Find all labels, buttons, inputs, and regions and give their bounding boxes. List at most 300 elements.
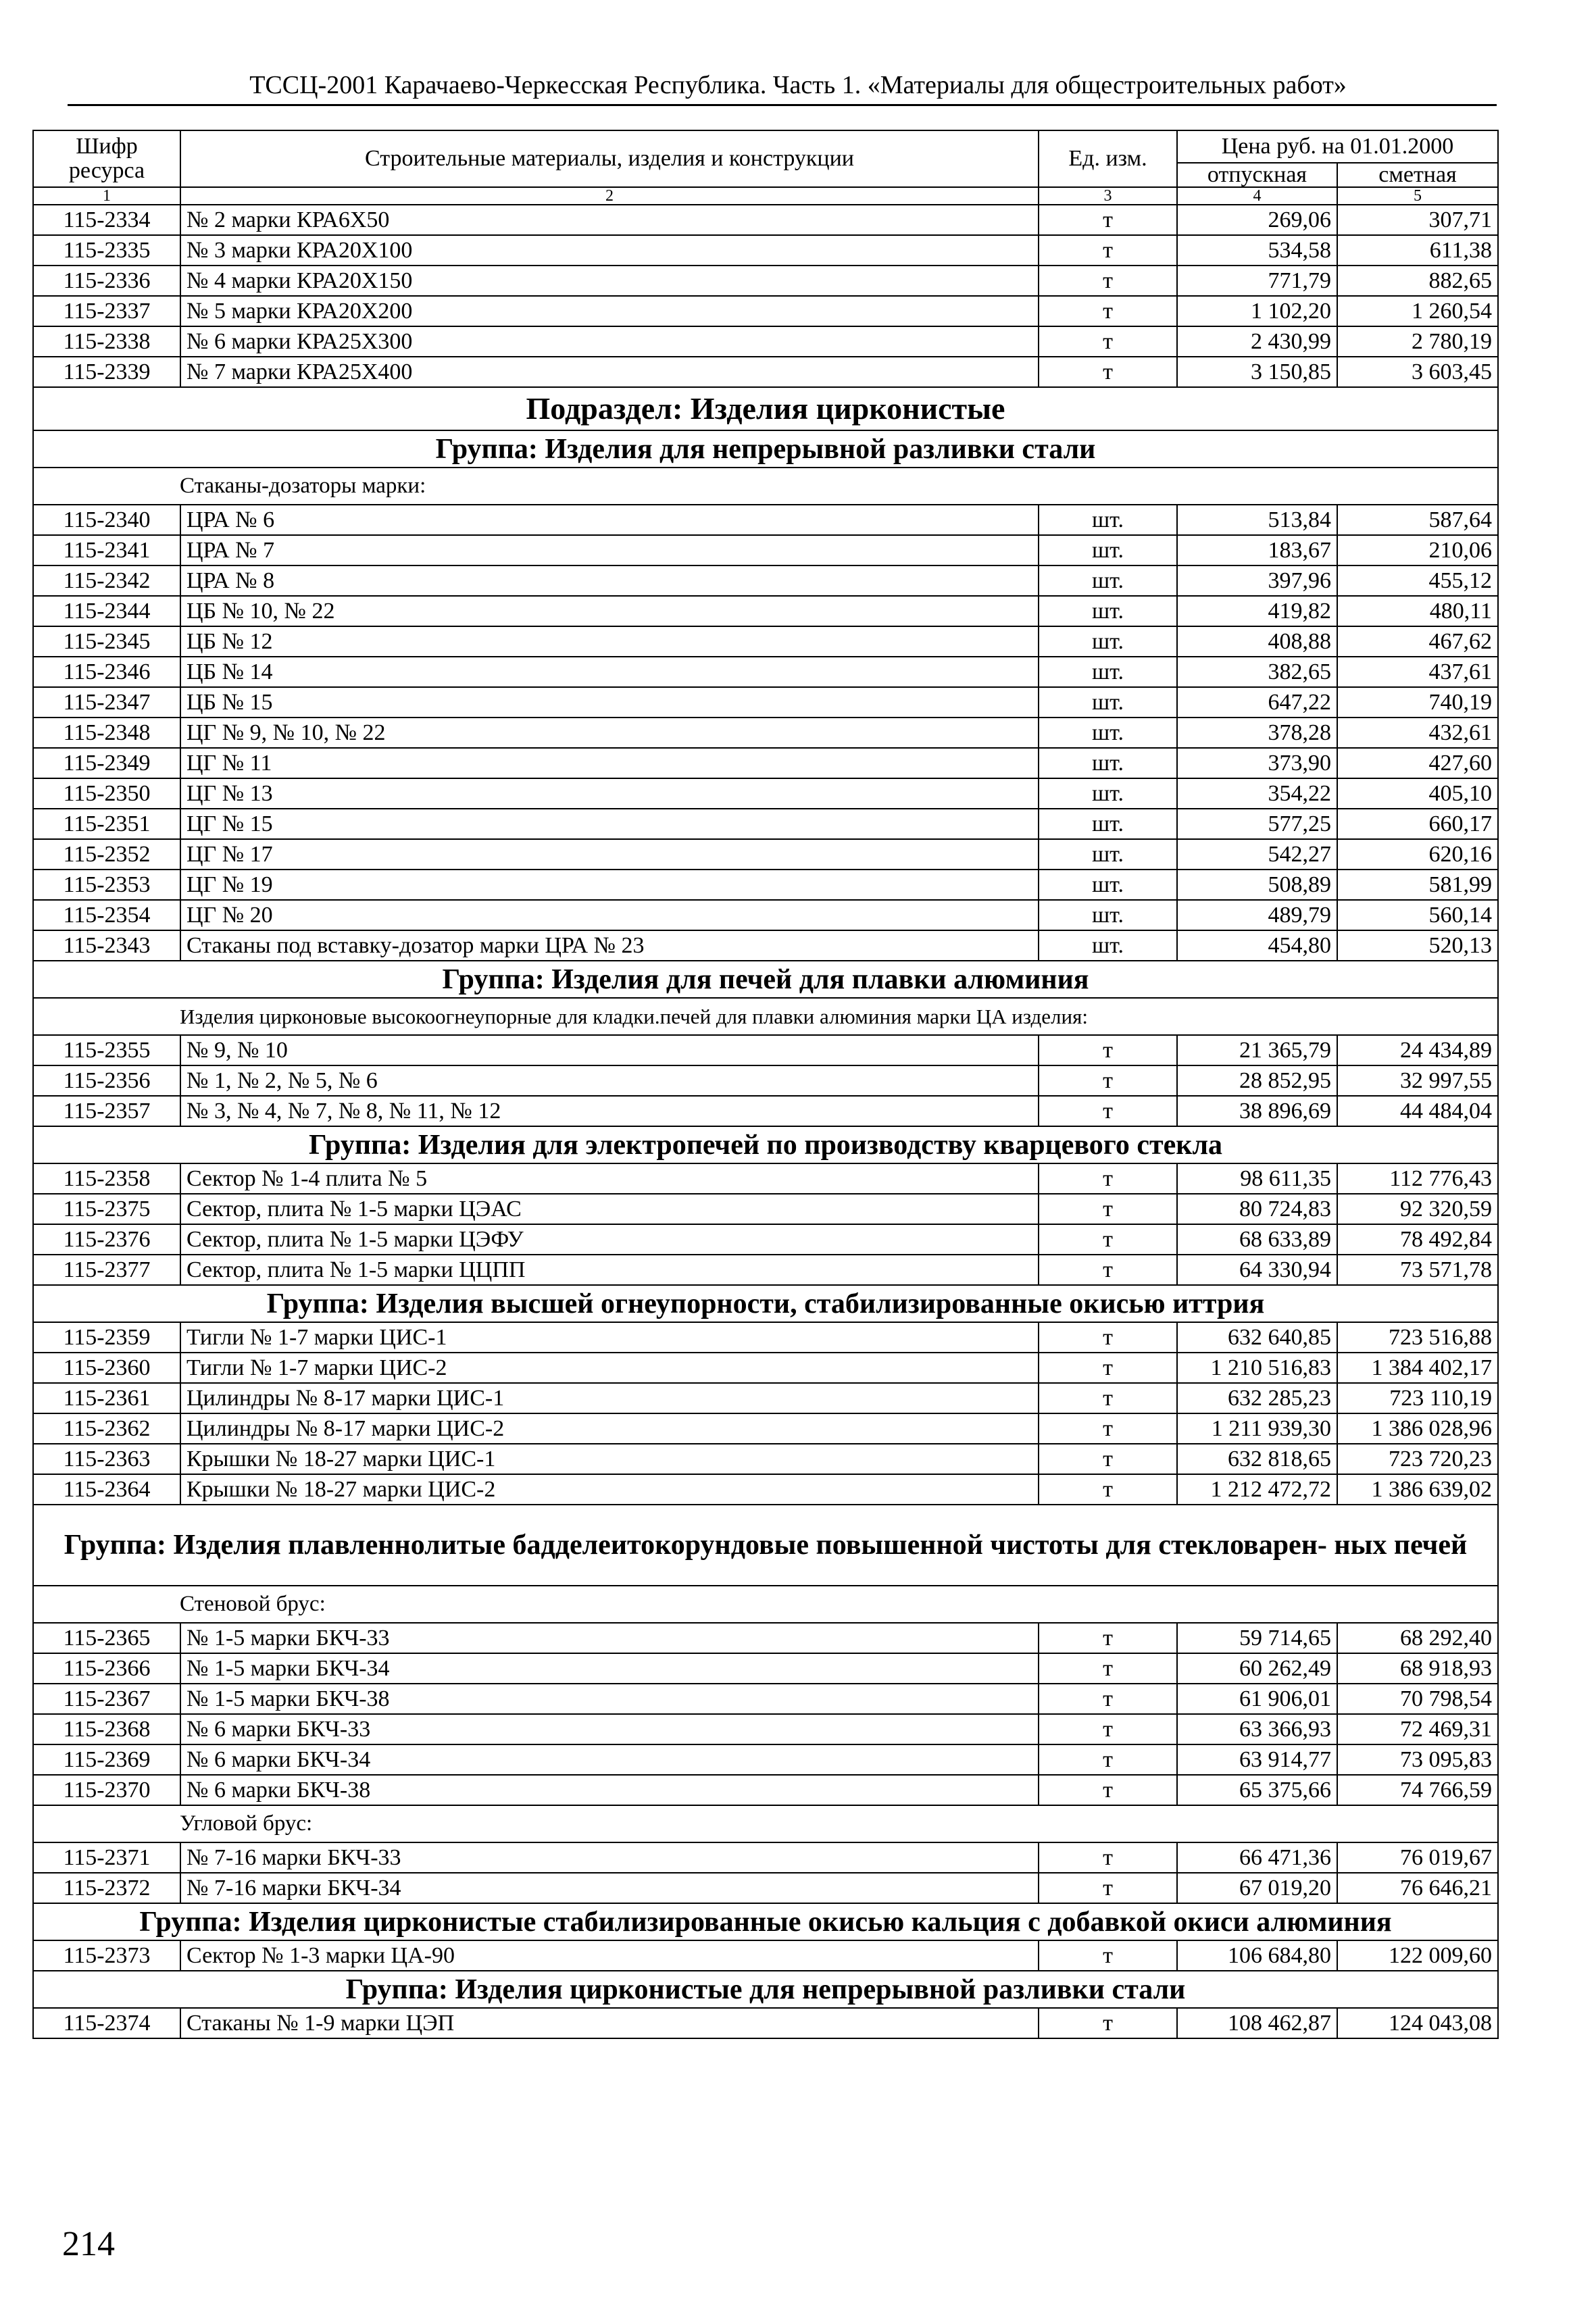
estimate-price-cell: 587,64 [1337, 505, 1498, 535]
unit-cell: шт. [1039, 839, 1177, 870]
estimate-price-cell: 611,38 [1337, 235, 1498, 266]
resource-code-cell: 115-2369 [33, 1744, 180, 1775]
release-price-cell: 508,89 [1177, 870, 1337, 900]
unit-cell: шт. [1039, 718, 1177, 748]
unit-cell: т [1039, 1940, 1177, 1971]
unit-cell: шт. [1039, 778, 1177, 809]
release-price-cell: 59 714,65 [1177, 1623, 1337, 1653]
release-price-cell: 647,22 [1177, 687, 1337, 718]
unit-cell: т [1039, 1413, 1177, 1444]
resource-code-cell: 115-2341 [33, 535, 180, 565]
column-header-release-price: отпускная [1177, 163, 1337, 187]
resource-code-cell: 115-2371 [33, 1842, 180, 1873]
table-row [33, 748, 1498, 778]
table-row [33, 596, 1498, 626]
group-heading-row [33, 1505, 1498, 1586]
group-heading-row [33, 961, 1498, 998]
material-name-cell: ЦБ № 15 [180, 687, 1039, 718]
release-price-cell: 64 330,94 [1177, 1255, 1337, 1285]
resource-code-cell: 115-2358 [33, 1163, 180, 1194]
release-price-cell: 1 102,20 [1177, 296, 1337, 326]
estimate-price-cell: 78 492,84 [1337, 1224, 1498, 1255]
material-name-cell: Сектор, плита № 1-5 марки ЦЦПП [180, 1255, 1039, 1285]
release-price-cell: 354,22 [1177, 778, 1337, 809]
table-row [33, 778, 1498, 809]
material-name-cell: Сектор № 1-3 марки ЦА-90 [180, 1940, 1039, 1971]
unit-cell: т [1039, 326, 1177, 357]
release-price-cell: 1 211 939,30 [1177, 1413, 1337, 1444]
material-name-cell: № 3 марки КРА20Х100 [180, 235, 1039, 266]
table-row [33, 266, 1498, 296]
category-note-row [33, 468, 1498, 505]
group-heading: Группа: Изделия цирконистые стабилизированные окисью кальция с добавкой окиси алюминия [33, 1903, 1498, 1940]
material-name-cell: № 5 марки КРА20Х200 [180, 296, 1039, 326]
release-price-cell: 80 724,83 [1177, 1194, 1337, 1224]
material-name-cell: № 3, № 4, № 7, № 8, № 11, № 12 [180, 1096, 1039, 1126]
release-price-cell: 489,79 [1177, 900, 1337, 930]
release-price-cell: 632 818,65 [1177, 1444, 1337, 1474]
release-price-cell: 542,27 [1177, 839, 1337, 870]
release-price-cell: 106 684,80 [1177, 1940, 1337, 1971]
release-price-cell: 534,58 [1177, 235, 1337, 266]
release-price-cell: 65 375,66 [1177, 1775, 1337, 1805]
estimate-price-cell: 520,13 [1337, 930, 1498, 961]
unit-cell: т [1039, 1224, 1177, 1255]
estimate-price-cell: 1 386 028,96 [1337, 1413, 1498, 1444]
release-price-cell: 63 914,77 [1177, 1744, 1337, 1775]
estimate-price-cell: 437,61 [1337, 657, 1498, 687]
estimate-price-cell: 124 043,08 [1337, 2008, 1498, 2038]
material-name-cell: № 1-5 марки БКЧ-34 [180, 1653, 1039, 1684]
unit-cell: т [1039, 1684, 1177, 1714]
estimate-price-cell: 72 469,31 [1337, 1714, 1498, 1744]
estimate-price-cell: 480,11 [1337, 596, 1498, 626]
estimate-price-cell: 112 776,43 [1337, 1163, 1498, 1194]
table-row [33, 357, 1498, 387]
table-row [33, 205, 1498, 235]
unit-cell: т [1039, 235, 1177, 266]
material-name-cell: ЦБ № 12 [180, 626, 1039, 657]
estimate-price-cell: 73 095,83 [1337, 1744, 1498, 1775]
estimate-price-cell: 24 434,89 [1337, 1035, 1498, 1065]
material-name-cell: ЦГ № 13 [180, 778, 1039, 809]
resource-code-cell: 115-2349 [33, 748, 180, 778]
unit-cell: шт. [1039, 505, 1177, 535]
resource-code-cell: 115-2362 [33, 1413, 180, 1444]
release-price-cell: 419,82 [1177, 596, 1337, 626]
release-price-cell: 632 285,23 [1177, 1383, 1337, 1413]
estimate-price-cell: 660,17 [1337, 809, 1498, 839]
price-table-body [33, 130, 1498, 2038]
unit-cell: т [1039, 296, 1177, 326]
resource-code-cell: 115-2352 [33, 839, 180, 870]
table-row [33, 687, 1498, 718]
material-name-cell: № 7 марки КРА25Х400 [180, 357, 1039, 387]
table-row [33, 2008, 1498, 2038]
table-row [33, 1714, 1498, 1744]
table-header-row [33, 130, 1498, 163]
material-name-cell: № 1-5 марки БКЧ-33 [180, 1623, 1039, 1653]
table-row [33, 1744, 1498, 1775]
group-heading-row [33, 1285, 1498, 1322]
resource-code-cell: 115-2376 [33, 1224, 180, 1255]
release-price-cell: 577,25 [1177, 809, 1337, 839]
subsection-heading-row [33, 387, 1498, 430]
material-name-cell: № 6 марки БКЧ-33 [180, 1714, 1039, 1744]
group-heading: Группа: Изделия плавленнолитые бадделеитокорундовые повышенной чистоты для стекловарен- ных печей [33, 1505, 1498, 1586]
material-name-cell: Тигли № 1-7 марки ЦИС-1 [180, 1322, 1039, 1353]
material-name-cell: Стаканы под вставку-дозатор марки ЦРА № 23 [180, 930, 1039, 961]
material-name-cell: № 7-16 марки БКЧ-33 [180, 1842, 1039, 1873]
estimate-price-cell: 620,16 [1337, 839, 1498, 870]
resource-code-cell: 115-2351 [33, 809, 180, 839]
unit-cell: т [1039, 1322, 1177, 1353]
resource-code-cell: 115-2366 [33, 1653, 180, 1684]
release-price-cell: 373,90 [1177, 748, 1337, 778]
material-name-cell: № 7-16 марки БКЧ-34 [180, 1873, 1039, 1903]
material-name-cell: № 4 марки КРА20Х150 [180, 266, 1039, 296]
table-row [33, 1842, 1498, 1873]
resource-code-cell: 115-2360 [33, 1353, 180, 1383]
resource-code-cell: 115-2365 [33, 1623, 180, 1653]
page-number: 214 [62, 2225, 115, 2263]
material-name-cell: ЦГ № 15 [180, 809, 1039, 839]
material-name-cell: № 2 марки КРА6Х50 [180, 205, 1039, 235]
estimate-price-cell: 1 384 402,17 [1337, 1353, 1498, 1383]
resource-code-cell: 115-2348 [33, 718, 180, 748]
resource-code-cell: 115-2347 [33, 687, 180, 718]
table-row [33, 1684, 1498, 1714]
estimate-price-cell: 92 320,59 [1337, 1194, 1498, 1224]
table-row [33, 1194, 1498, 1224]
release-price-cell: 98 611,35 [1177, 1163, 1337, 1194]
group-heading-row [33, 1971, 1498, 2008]
material-name-cell: Крышки № 18-27 марки ЦИС-1 [180, 1444, 1039, 1474]
unit-cell: т [1039, 1383, 1177, 1413]
material-name-cell: ЦРА № 6 [180, 505, 1039, 535]
unit-cell: шт. [1039, 809, 1177, 839]
release-price-cell: 771,79 [1177, 266, 1337, 296]
release-price-cell: 513,84 [1177, 505, 1337, 535]
estimate-price-cell: 73 571,78 [1337, 1255, 1498, 1285]
estimate-price-cell: 68 918,93 [1337, 1653, 1498, 1684]
table-row [33, 565, 1498, 596]
material-name-cell: Стаканы № 1-9 марки ЦЭП [180, 2008, 1039, 2038]
estimate-price-cell: 307,71 [1337, 205, 1498, 235]
release-price-cell: 67 019,20 [1177, 1873, 1337, 1903]
resource-code-cell: 115-2357 [33, 1096, 180, 1126]
estimate-price-cell: 581,99 [1337, 870, 1498, 900]
category-note: Стеновой брус: [33, 1586, 1498, 1623]
table-row [33, 1653, 1498, 1684]
resource-code-cell: 115-2340 [33, 505, 180, 535]
release-price-cell: 1 210 516,83 [1177, 1353, 1337, 1383]
release-price-cell: 397,96 [1177, 565, 1337, 596]
column-number: 5 [1337, 187, 1498, 205]
release-price-cell: 382,65 [1177, 657, 1337, 687]
table-row [33, 900, 1498, 930]
release-price-cell: 408,88 [1177, 626, 1337, 657]
estimate-price-cell: 723 516,88 [1337, 1322, 1498, 1353]
resource-code-cell: 115-2367 [33, 1684, 180, 1714]
estimate-price-cell: 32 997,55 [1337, 1065, 1498, 1096]
table-row [33, 1163, 1498, 1194]
estimate-price-cell: 70 798,54 [1337, 1684, 1498, 1714]
estimate-price-cell: 2 780,19 [1337, 326, 1498, 357]
table-row [33, 1940, 1498, 1971]
table-row [33, 1255, 1498, 1285]
unit-cell: шт. [1039, 596, 1177, 626]
unit-cell: шт. [1039, 900, 1177, 930]
group-heading: Группа: Изделия для печей для плавки алюминия [33, 961, 1498, 998]
unit-cell: шт. [1039, 535, 1177, 565]
table-row [33, 1096, 1498, 1126]
group-heading: Группа: Изделия для электропечей по производству кварцевого стекла [33, 1126, 1498, 1163]
estimate-price-cell: 740,19 [1337, 687, 1498, 718]
release-price-cell: 269,06 [1177, 205, 1337, 235]
unit-cell: т [1039, 357, 1177, 387]
table-row [33, 930, 1498, 961]
release-price-cell: 378,28 [1177, 718, 1337, 748]
table-row [33, 870, 1498, 900]
estimate-price-cell: 3 603,45 [1337, 357, 1498, 387]
release-price-cell: 38 896,69 [1177, 1096, 1337, 1126]
page-header-title: ТССЦ-2001 Карачаево-Черкесская Республика. Часть 1. «Материалы для общестроительных работ» [249, 71, 1347, 99]
release-price-cell: 2 430,99 [1177, 326, 1337, 357]
category-note: Стаканы-дозаторы марки: [33, 468, 1498, 505]
column-header-estimate-price: сметная [1337, 163, 1498, 187]
group-heading-row [33, 430, 1498, 468]
table-row [33, 535, 1498, 565]
table-row [33, 1065, 1498, 1096]
resource-code-cell: 115-2373 [33, 1940, 180, 1971]
group-heading: Группа: Изделия высшей огнеупорности, стабилизированные окисью иттрия [33, 1285, 1498, 1322]
resource-code-cell: 115-2345 [33, 626, 180, 657]
column-number: 3 [1039, 187, 1177, 205]
category-note-row [33, 1586, 1498, 1623]
table-row [33, 505, 1498, 535]
resource-code-cell: 115-2363 [33, 1444, 180, 1474]
resource-code-cell: 115-2335 [33, 235, 180, 266]
estimate-price-cell: 44 484,04 [1337, 1096, 1498, 1126]
estimate-price-cell: 405,10 [1337, 778, 1498, 809]
estimate-price-cell: 723 720,23 [1337, 1444, 1498, 1474]
estimate-price-cell: 1 386 639,02 [1337, 1474, 1498, 1505]
table-row [33, 1775, 1498, 1805]
release-price-cell: 60 262,49 [1177, 1653, 1337, 1684]
unit-cell: т [1039, 1444, 1177, 1474]
unit-cell: т [1039, 1873, 1177, 1903]
unit-cell: шт. [1039, 626, 1177, 657]
unit-cell: т [1039, 1096, 1177, 1126]
column-header-price: Цена руб. на 01.01.2000 [1177, 130, 1498, 163]
material-name-cell: № 1, № 2, № 5, № 6 [180, 1065, 1039, 1096]
material-name-cell: № 1-5 марки БКЧ-38 [180, 1684, 1039, 1714]
unit-cell: шт. [1039, 687, 1177, 718]
table-row [33, 326, 1498, 357]
estimate-price-cell: 122 009,60 [1337, 1940, 1498, 1971]
resource-code-cell: 115-2344 [33, 596, 180, 626]
estimate-price-cell: 427,60 [1337, 748, 1498, 778]
unit-cell: т [1039, 1623, 1177, 1653]
price-table [32, 130, 1499, 2039]
release-price-cell: 28 852,95 [1177, 1065, 1337, 1096]
column-number: 1 [33, 187, 180, 205]
table-row [33, 657, 1498, 687]
category-note-row [33, 1805, 1498, 1842]
release-price-cell: 632 640,85 [1177, 1322, 1337, 1353]
material-name-cell: Крышки № 18-27 марки ЦИС-2 [180, 1474, 1039, 1505]
release-price-cell: 66 471,36 [1177, 1842, 1337, 1873]
unit-cell: т [1039, 1775, 1177, 1805]
category-note: Угловой брус: [33, 1805, 1498, 1842]
material-name-cell: Сектор, плита № 1-5 марки ЦЭАС [180, 1194, 1039, 1224]
table-row [33, 626, 1498, 657]
material-name-cell: ЦРА № 7 [180, 535, 1039, 565]
estimate-price-cell: 76 019,67 [1337, 1842, 1498, 1873]
table-row [33, 1623, 1498, 1653]
column-header-name: Строительные материалы, изделия и конструкции [180, 130, 1039, 187]
estimate-price-cell: 76 646,21 [1337, 1873, 1498, 1903]
resource-code-cell: 115-2368 [33, 1714, 180, 1744]
table-row [33, 1383, 1498, 1413]
unit-cell: т [1039, 1255, 1177, 1285]
material-name-cell: ЦБ № 14 [180, 657, 1039, 687]
resource-code-cell: 115-2375 [33, 1194, 180, 1224]
material-name-cell: ЦГ № 17 [180, 839, 1039, 870]
table-row [33, 235, 1498, 266]
release-price-cell: 3 150,85 [1177, 357, 1337, 387]
material-name-cell: № 6 марки БКЧ-34 [180, 1744, 1039, 1775]
estimate-price-cell: 210,06 [1337, 535, 1498, 565]
column-header-unit: Ед. изм. [1039, 130, 1177, 187]
resource-code-cell: 115-2353 [33, 870, 180, 900]
resource-code-cell: 115-2342 [33, 565, 180, 596]
category-note-row [33, 998, 1498, 1035]
table-row [33, 1035, 1498, 1065]
estimate-price-cell: 68 292,40 [1337, 1623, 1498, 1653]
unit-cell: т [1039, 1065, 1177, 1096]
resource-code-cell: 115-2346 [33, 657, 180, 687]
release-price-cell: 61 906,01 [1177, 1684, 1337, 1714]
group-heading: Группа: Изделия цирконистые для непрерывной разливки стали [33, 1971, 1498, 2008]
unit-cell: т [1039, 1353, 1177, 1383]
material-name-cell: № 6 марки БКЧ-38 [180, 1775, 1039, 1805]
group-heading: Группа: Изделия для непрерывной разливки стали [33, 430, 1498, 468]
material-name-cell: ЦГ № 11 [180, 748, 1039, 778]
estimate-price-cell: 74 766,59 [1337, 1775, 1498, 1805]
material-name-cell: Сектор № 1-4 плита № 5 [180, 1163, 1039, 1194]
table-row [33, 1444, 1498, 1474]
material-name-cell: Цилиндры № 8-17 марки ЦИС-1 [180, 1383, 1039, 1413]
resource-code-cell: 115-2372 [33, 1873, 180, 1903]
column-number-row [33, 187, 1498, 205]
resource-code-cell: 115-2343 [33, 930, 180, 961]
unit-cell: т [1039, 1842, 1177, 1873]
resource-code-cell: 115-2356 [33, 1065, 180, 1096]
unit-cell: т [1039, 1653, 1177, 1684]
table-row [33, 1413, 1498, 1444]
estimate-price-cell: 882,65 [1337, 266, 1498, 296]
resource-code-cell: 115-2370 [33, 1775, 180, 1805]
resource-code-cell: 115-2355 [33, 1035, 180, 1065]
table-row [33, 296, 1498, 326]
resource-code-cell: 115-2337 [33, 296, 180, 326]
release-price-cell: 108 462,87 [1177, 2008, 1337, 2038]
unit-cell: т [1039, 2008, 1177, 2038]
column-number: 4 [1177, 187, 1337, 205]
unit-cell: т [1039, 1714, 1177, 1744]
material-name-cell: ЦБ № 10, № 22 [180, 596, 1039, 626]
unit-cell: т [1039, 205, 1177, 235]
unit-cell: шт. [1039, 870, 1177, 900]
subsection-heading: Подраздел: Изделия цирконистые [33, 387, 1498, 430]
table-row [33, 1873, 1498, 1903]
group-heading-row [33, 1903, 1498, 1940]
header-rule [68, 104, 1497, 106]
unit-cell: т [1039, 1194, 1177, 1224]
resource-code-cell: 115-2338 [33, 326, 180, 357]
resource-code-cell: 115-2336 [33, 266, 180, 296]
unit-cell: шт. [1039, 657, 1177, 687]
material-name-cell: № 9, № 10 [180, 1035, 1039, 1065]
resource-code-cell: 115-2359 [33, 1322, 180, 1353]
estimate-price-cell: 560,14 [1337, 900, 1498, 930]
material-name-cell: Тигли № 1-7 марки ЦИС-2 [180, 1353, 1039, 1383]
release-price-cell: 68 633,89 [1177, 1224, 1337, 1255]
estimate-price-cell: 1 260,54 [1337, 296, 1498, 326]
unit-cell: т [1039, 1035, 1177, 1065]
material-name-cell: Сектор, плита № 1-5 марки ЦЭФУ [180, 1224, 1039, 1255]
resource-code-cell: 115-2377 [33, 1255, 180, 1285]
unit-cell: т [1039, 1744, 1177, 1775]
release-price-cell: 454,80 [1177, 930, 1337, 961]
unit-cell: т [1039, 1163, 1177, 1194]
unit-cell: т [1039, 266, 1177, 296]
table-row [33, 1474, 1498, 1505]
unit-cell: шт. [1039, 930, 1177, 961]
material-name-cell: ЦГ № 20 [180, 900, 1039, 930]
resource-code-cell: 115-2374 [33, 2008, 180, 2038]
column-number: 2 [180, 187, 1039, 205]
group-heading-row [33, 1126, 1498, 1163]
release-price-cell: 63 366,93 [1177, 1714, 1337, 1744]
material-name-cell: Цилиндры № 8-17 марки ЦИС-2 [180, 1413, 1039, 1444]
release-price-cell: 21 365,79 [1177, 1035, 1337, 1065]
unit-cell: шт. [1039, 565, 1177, 596]
material-name-cell: ЦГ № 19 [180, 870, 1039, 900]
estimate-price-cell: 455,12 [1337, 565, 1498, 596]
estimate-price-cell: 432,61 [1337, 718, 1498, 748]
resource-code-cell: 115-2354 [33, 900, 180, 930]
release-price-cell: 1 212 472,72 [1177, 1474, 1337, 1505]
estimate-price-cell: 723 110,19 [1337, 1383, 1498, 1413]
category-note: Изделия цирконовые высокоогнеупорные для кладки.печей для плавки алюминия марки ЦА изделия: [33, 998, 1498, 1035]
table-row [33, 1224, 1498, 1255]
table-row [33, 718, 1498, 748]
material-name-cell: № 6 марки КРА25Х300 [180, 326, 1039, 357]
resource-code-cell: 115-2364 [33, 1474, 180, 1505]
resource-code-cell: 115-2334 [33, 205, 180, 235]
table-row [33, 1322, 1498, 1353]
column-header-code: Шифр ресурса [33, 130, 180, 187]
table-row [33, 809, 1498, 839]
unit-cell: т [1039, 1474, 1177, 1505]
resource-code-cell: 115-2361 [33, 1383, 180, 1413]
material-name-cell: ЦГ № 9, № 10, № 22 [180, 718, 1039, 748]
resource-code-cell: 115-2339 [33, 357, 180, 387]
table-row [33, 1353, 1498, 1383]
